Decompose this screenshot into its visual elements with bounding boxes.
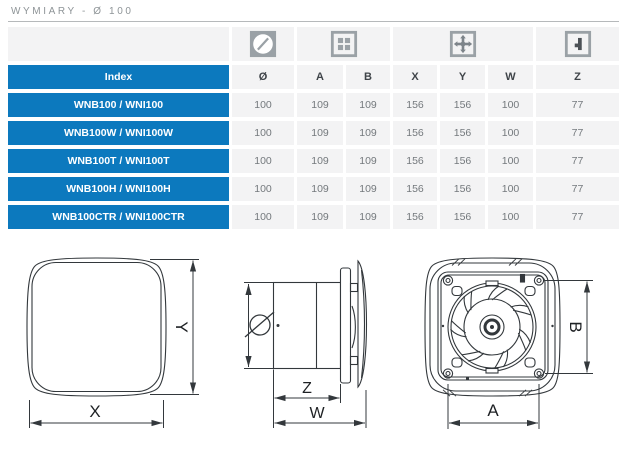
cell-value: 77: [536, 149, 619, 173]
cell-value: 156: [440, 205, 485, 229]
cell-value: 77: [536, 177, 619, 201]
cell-value: 109: [346, 121, 390, 145]
cell-value: 100: [232, 177, 294, 201]
front-height-label: Y: [172, 321, 191, 333]
cell-value: 100: [232, 121, 294, 145]
cell-value: 156: [440, 93, 485, 117]
row-index: WNB100T / WNI100T: [8, 149, 229, 173]
grid-icon: [297, 27, 390, 61]
cell-value: 156: [393, 205, 437, 229]
front-width-label: X: [89, 402, 101, 421]
column-header-a: A: [297, 65, 343, 89]
cell-value: 77: [536, 93, 619, 117]
dimensions-table: [8, 27, 619, 229]
column-header-w: W: [488, 65, 533, 89]
row-index: WNB100H / WNI100H: [8, 177, 229, 201]
cell-value: 109: [346, 149, 390, 173]
cell-value: 156: [393, 177, 437, 201]
cell-value: 109: [346, 205, 390, 229]
icon-row-spacer: [8, 27, 229, 61]
cell-value: 77: [536, 205, 619, 229]
cell-value: 100: [488, 121, 533, 145]
cell-value: 100: [488, 177, 533, 201]
cell-value: 100: [488, 149, 533, 173]
back-horizontal-spacing-label: A: [487, 401, 499, 420]
back-view-drawing: [425, 258, 593, 429]
cell-value: 156: [440, 121, 485, 145]
cell-value: 100: [232, 149, 294, 173]
column-header-y: Y: [440, 65, 485, 89]
row-index: WNB100CTR / WNI100CTR: [8, 205, 229, 229]
cell-value: 156: [393, 93, 437, 117]
cell-value: 109: [297, 177, 343, 201]
diameter-icon: [232, 27, 294, 61]
back-vertical-spacing-label: B: [566, 321, 585, 333]
page-title: WYMIARY - Ø 100: [11, 6, 134, 17]
cell-value: 109: [297, 149, 343, 173]
cell-value: 100: [232, 93, 294, 117]
row-index: WNB100W / WNI100W: [8, 121, 229, 145]
divider: [8, 21, 619, 22]
technical-drawings: [0, 235, 619, 465]
column-header-x: X: [393, 65, 437, 89]
column-header-diameter: Ø: [232, 65, 294, 89]
front-view-drawing: [27, 258, 199, 428]
cell-value: 156: [393, 149, 437, 173]
column-header-z: Z: [536, 65, 619, 89]
cell-value: 109: [346, 93, 390, 117]
side-depth-label: W: [309, 405, 325, 422]
row-index: WNB100 / WNI100: [8, 93, 229, 117]
cell-value: 109: [297, 121, 343, 145]
cell-value: 100: [488, 93, 533, 117]
cell-value: 100: [232, 205, 294, 229]
cell-value: 156: [393, 121, 437, 145]
column-header-b: B: [346, 65, 390, 89]
cell-value: 77: [536, 121, 619, 145]
depth-icon: [536, 27, 619, 61]
cell-value: 109: [297, 205, 343, 229]
side-duct-length-label: Z: [302, 380, 312, 397]
cell-value: 156: [440, 177, 485, 201]
side-view-drawing: [244, 261, 367, 428]
cell-value: 156: [440, 149, 485, 173]
cell-value: 100: [488, 205, 533, 229]
crosshair-icon: [393, 27, 533, 61]
cell-value: 109: [346, 177, 390, 201]
cell-value: 109: [297, 93, 343, 117]
index-header: Index: [8, 65, 229, 89]
